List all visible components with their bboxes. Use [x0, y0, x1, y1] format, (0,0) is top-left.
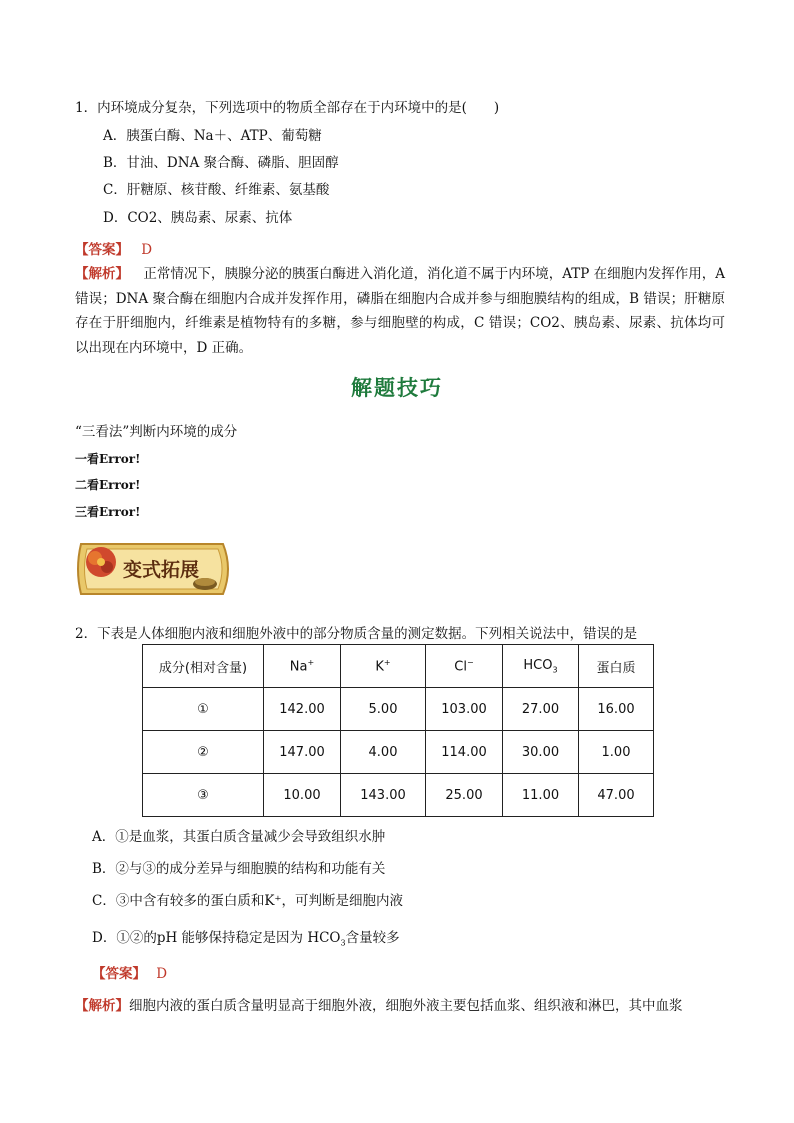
table-cell: 114.00	[426, 731, 503, 774]
table-cell: 142.00	[264, 688, 341, 731]
composition-table	[142, 644, 654, 817]
analysis-label: 【解析】	[75, 266, 130, 282]
table-row	[143, 688, 654, 731]
table-header: K+	[341, 645, 426, 688]
table-cell: ②	[143, 731, 264, 774]
table-cell: 25.00	[426, 774, 503, 817]
tips-intro: “三看法”判断内环境的成分	[75, 424, 238, 440]
analysis-label: 【解析】	[75, 998, 129, 1014]
answer-label: 【答案】	[75, 242, 129, 258]
banner-text: 变式拓展	[122, 559, 200, 581]
table-cell: 10.00	[264, 774, 341, 817]
table-cell: ③	[143, 774, 264, 817]
table-cell: 16.00	[579, 688, 654, 731]
question-1-stem: 1．内环境成分复杂，下列选项中的物质全部存在于内环境中的是( )	[75, 100, 500, 116]
flower-icon	[86, 547, 116, 577]
question-2-stem: 2．下表是人体细胞内液和细胞外液中的部分物质含量的测定数据。下列相关说法中，错误的是	[75, 626, 638, 642]
table-cell: 27.00	[503, 688, 579, 731]
q1-option-b: B．甘油、DNA 聚合酶、磷脂、胆固醇	[103, 155, 339, 171]
answer-value: D	[156, 966, 168, 982]
tips-heading: 解题技巧	[351, 375, 443, 400]
table-row	[143, 731, 654, 774]
table-header: Cl−	[426, 645, 503, 688]
analysis-text: 正常情况下，胰腺分泌的胰蛋白酶进入消化道，消化道不属于内环境，ATP 在细胞内发挥作用，A 错误；DNA 聚合酶在细胞内合成并发挥作用，磷脂在细胞内合成并参与细胞膜结构的组成，B 错误；肝糖原存在于肝细胞内，纤维素是植物特有的多糖，参与细胞壁的构成，C 错误；CO2、胰岛素、尿素、抗体均可以出现在内环境中，D 正确。	[75, 266, 726, 356]
table-row	[143, 774, 654, 817]
table-cell: 4.00	[341, 731, 426, 774]
analysis-text: 细胞内液的蛋白质含量明显高于细胞外液，细胞外液主要包括血浆、组织液和淋巴，其中血浆	[129, 998, 683, 1014]
q2-option-b: B．②与③的成分差异与细胞膜的结构和功能有关	[92, 861, 386, 877]
variant-expansion-banner	[73, 538, 235, 600]
q1-analysis	[75, 262, 725, 360]
table-cell: 147.00	[264, 731, 341, 774]
table-header: 成分(相对含量)	[143, 645, 264, 688]
table-header: 蛋白质	[579, 645, 654, 688]
tips-line-3: 三看Error!	[75, 505, 141, 519]
table-header: $HCO_3$	[503, 645, 579, 688]
answer-label: 【答案】	[92, 966, 146, 982]
table-cell: 11.00	[503, 774, 579, 817]
table-cell: 103.00	[426, 688, 503, 731]
table-cell: 30.00	[503, 731, 579, 774]
table-cell: 143.00	[341, 774, 426, 817]
table-header: Na+	[264, 645, 341, 688]
answer-value: D	[141, 242, 153, 258]
q1-option-d: D．CO2、胰岛素、尿素、抗体	[103, 210, 293, 226]
q2-option-a: A．①是血浆，其蛋白质含量减少会导致组织水肿	[92, 829, 386, 845]
table-cell: 5.00	[341, 688, 426, 731]
q2-option-d: D．①②的pH 能够保持稳定是因为 $HCO_3$含量较多	[92, 930, 400, 948]
table-cell: ①	[143, 688, 264, 731]
tips-line-2: 二看Error!	[75, 478, 141, 492]
q1-option-a: A．胰蛋白酶、Na＋、ATP、葡萄糖	[103, 128, 322, 144]
table-cell: 1.00	[579, 731, 654, 774]
tips-line-1: 一看Error!	[75, 452, 141, 466]
q1-option-c: C．肝糖原、核苷酸、纤维素、氨基酸	[103, 182, 330, 198]
q2-option-c: C．③中含有较多的蛋白质和K⁺，可判断是细胞内液	[92, 893, 404, 909]
table-cell: 47.00	[579, 774, 654, 817]
table-header-row	[143, 645, 654, 688]
q1-answer	[75, 238, 152, 258]
q2-analysis	[75, 994, 683, 1014]
q2-answer	[92, 962, 167, 982]
